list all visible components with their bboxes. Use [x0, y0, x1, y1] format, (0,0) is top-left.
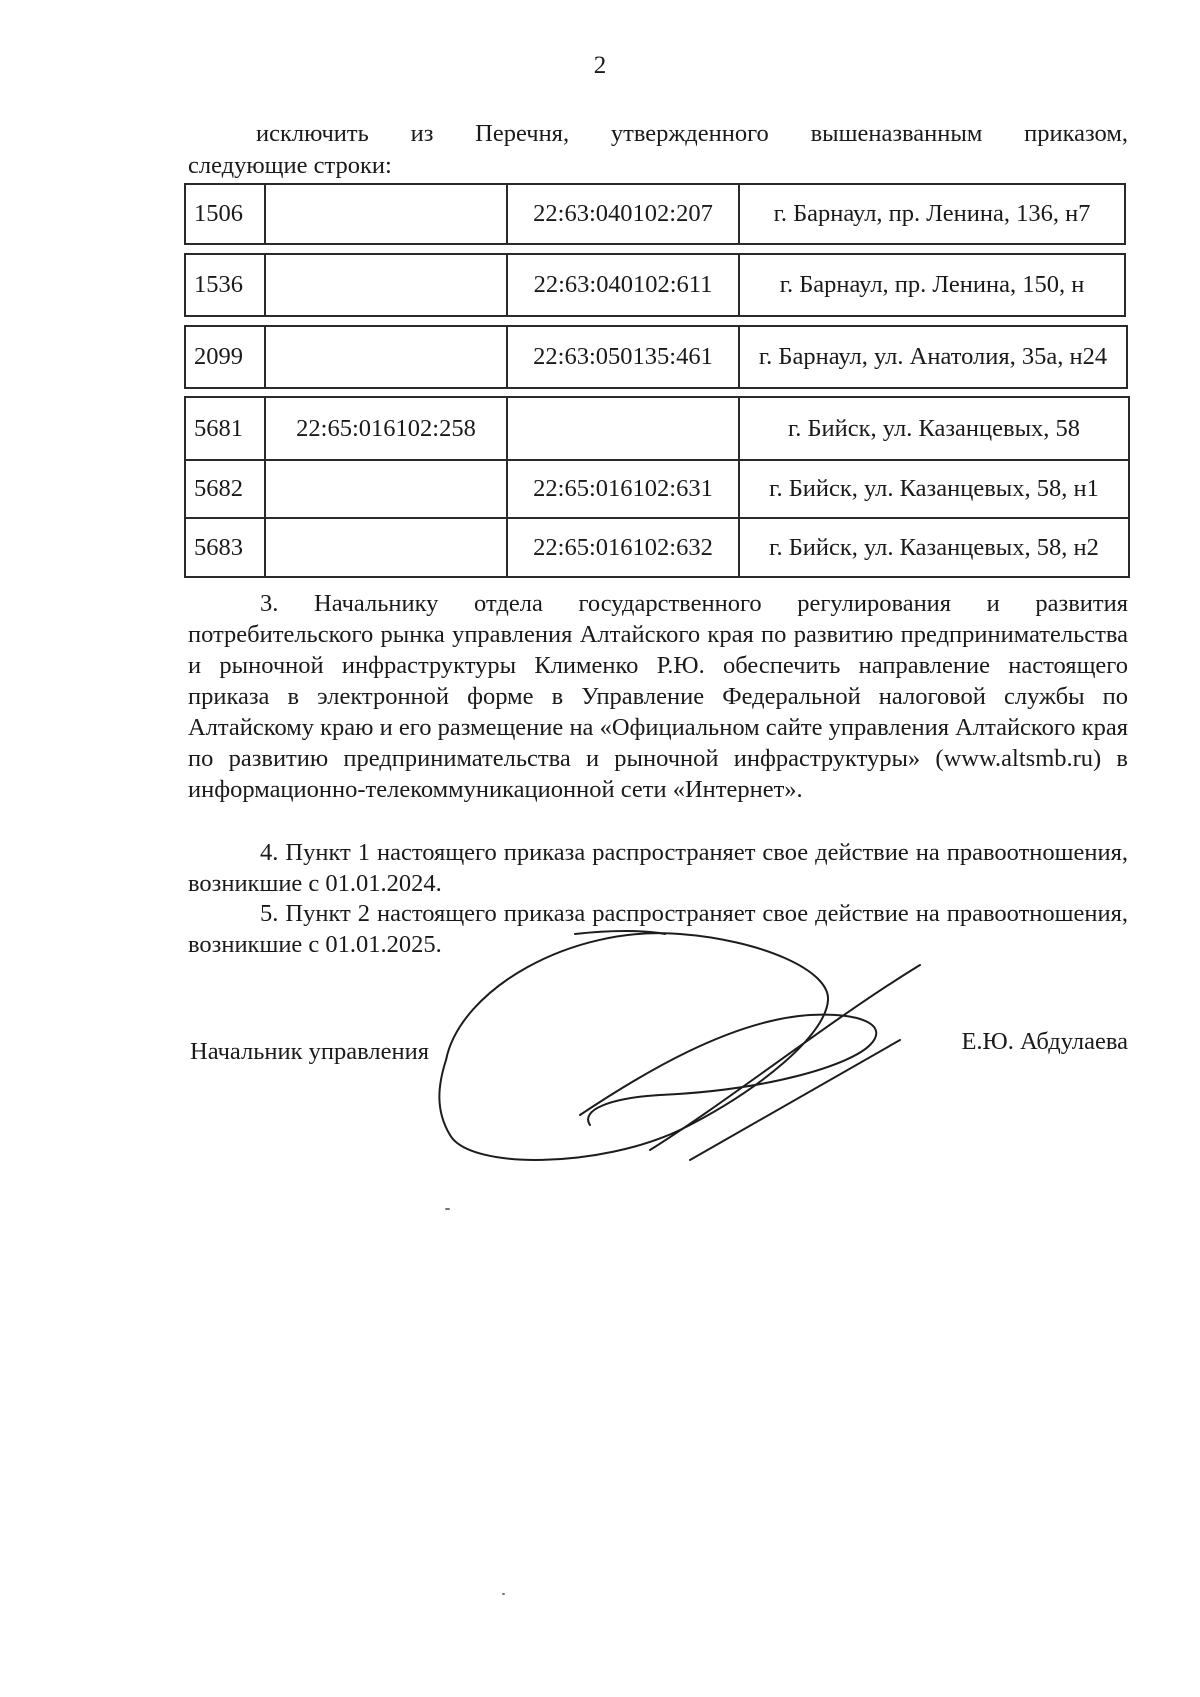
handwritten-signature [430, 920, 950, 1170]
intro-word: из [410, 120, 434, 147]
exclusion-table-3 [184, 325, 1128, 389]
object-address: г. Бийск, ул. Казанцевых, 58 [739, 397, 1129, 460]
intro-word: Перечня, [475, 120, 570, 147]
cadastral-number-building: 22:65:016102:258 [265, 397, 507, 460]
paragraph-4 [188, 837, 1128, 899]
signature-stroke-long [650, 965, 920, 1150]
table-row [185, 397, 1129, 460]
intro-first-line [188, 118, 1128, 150]
intro-word: вышеназванным [810, 120, 983, 147]
exclusion-table-1 [184, 183, 1126, 245]
cadastral-number-building [265, 460, 507, 518]
signature-loop [439, 933, 828, 1160]
intro-word: исключить [256, 120, 369, 147]
signatory-name: Е.Ю. Абдулаева [961, 1028, 1128, 1055]
intro-text [188, 118, 1128, 182]
object-address: г. Бийск, ул. Казанцевых, 58, н1 [739, 460, 1129, 518]
paragraph-3 [188, 588, 1128, 805]
signature-strokes [439, 931, 920, 1160]
paragraph-3-text: 3. Начальнику отдела государственного регулирования и развития потребительского рынка управления Алтайского края по развитию предпринимательства и рыночной инфраструктуры Клименко Р.Ю. обеспечить направление настоящего приказа в электронной форме в Управление Федеральной налоговой службы по Алтайскому краю и его размещение на «Официальном сайте управления Алтайского края по развитию предпринимательства и рыночной инфраструктуры» (www.altsmb.ru) в информационно-телекоммуникационной сети «Интернет». [188, 590, 1128, 803]
row-number: 5681 [185, 397, 265, 460]
row-number: 5682 [185, 460, 265, 518]
row-number: 2099 [185, 326, 265, 388]
scan-speck [502, 1593, 505, 1595]
object-address: г. Барнаул, пр. Ленина, 150, н [739, 254, 1125, 316]
object-address: г. Бийск, ул. Казанцевых, 58, н2 [739, 518, 1129, 577]
signature-inner-loop [580, 1015, 876, 1125]
cadastral-number-premises: 22:65:016102:632 [507, 518, 739, 577]
page-number: 2 [593, 52, 607, 79]
row-number: 1536 [185, 254, 265, 316]
scan-speck [445, 1208, 450, 1210]
exclusion-table-2 [184, 253, 1126, 317]
row-number: 5683 [185, 518, 265, 577]
cadastral-number-building [265, 254, 507, 316]
table-row [185, 518, 1129, 577]
exclusion-table-4 [184, 396, 1130, 578]
paragraph-5-text: 5. Пункт 2 настоящего приказа распространяет свое действие на правоотношения, возникшие с 01.01.2025. [188, 900, 1128, 958]
cadastral-number-building [265, 184, 507, 244]
intro-word: приказом, [1024, 120, 1128, 147]
table-row [185, 184, 1125, 244]
intro-word: утвержденного [610, 120, 769, 147]
signature-stroke-tail [690, 1040, 900, 1160]
row-number: 1506 [185, 184, 265, 244]
table-row [185, 460, 1129, 518]
cadastral-number-premises: 22:65:016102:631 [507, 460, 739, 518]
cadastral-number-building [265, 518, 507, 577]
object-address: г. Барнаул, ул. Анатолия, 35а, н24 [739, 326, 1127, 388]
cadastral-number-premises: 22:63:050135:461 [507, 326, 739, 388]
paragraph-4-text: 4. Пункт 1 настоящего приказа распространяет свое действие на правоотношения, возникшие с 01.01.2024. [188, 839, 1128, 897]
table-row [185, 326, 1127, 388]
cadastral-number-building [265, 326, 507, 388]
table-row [185, 254, 1125, 316]
object-address: г. Барнаул, пр. Ленина, 136, н7 [739, 184, 1125, 244]
intro-second-line: следующие строки: [188, 152, 392, 179]
cadastral-number-premises: 22:63:040102:207 [507, 184, 739, 244]
cadastral-number-premises [507, 397, 739, 460]
signature-position-label: Начальник управления [190, 1038, 429, 1065]
cadastral-number-premises: 22:63:040102:611 [507, 254, 739, 316]
